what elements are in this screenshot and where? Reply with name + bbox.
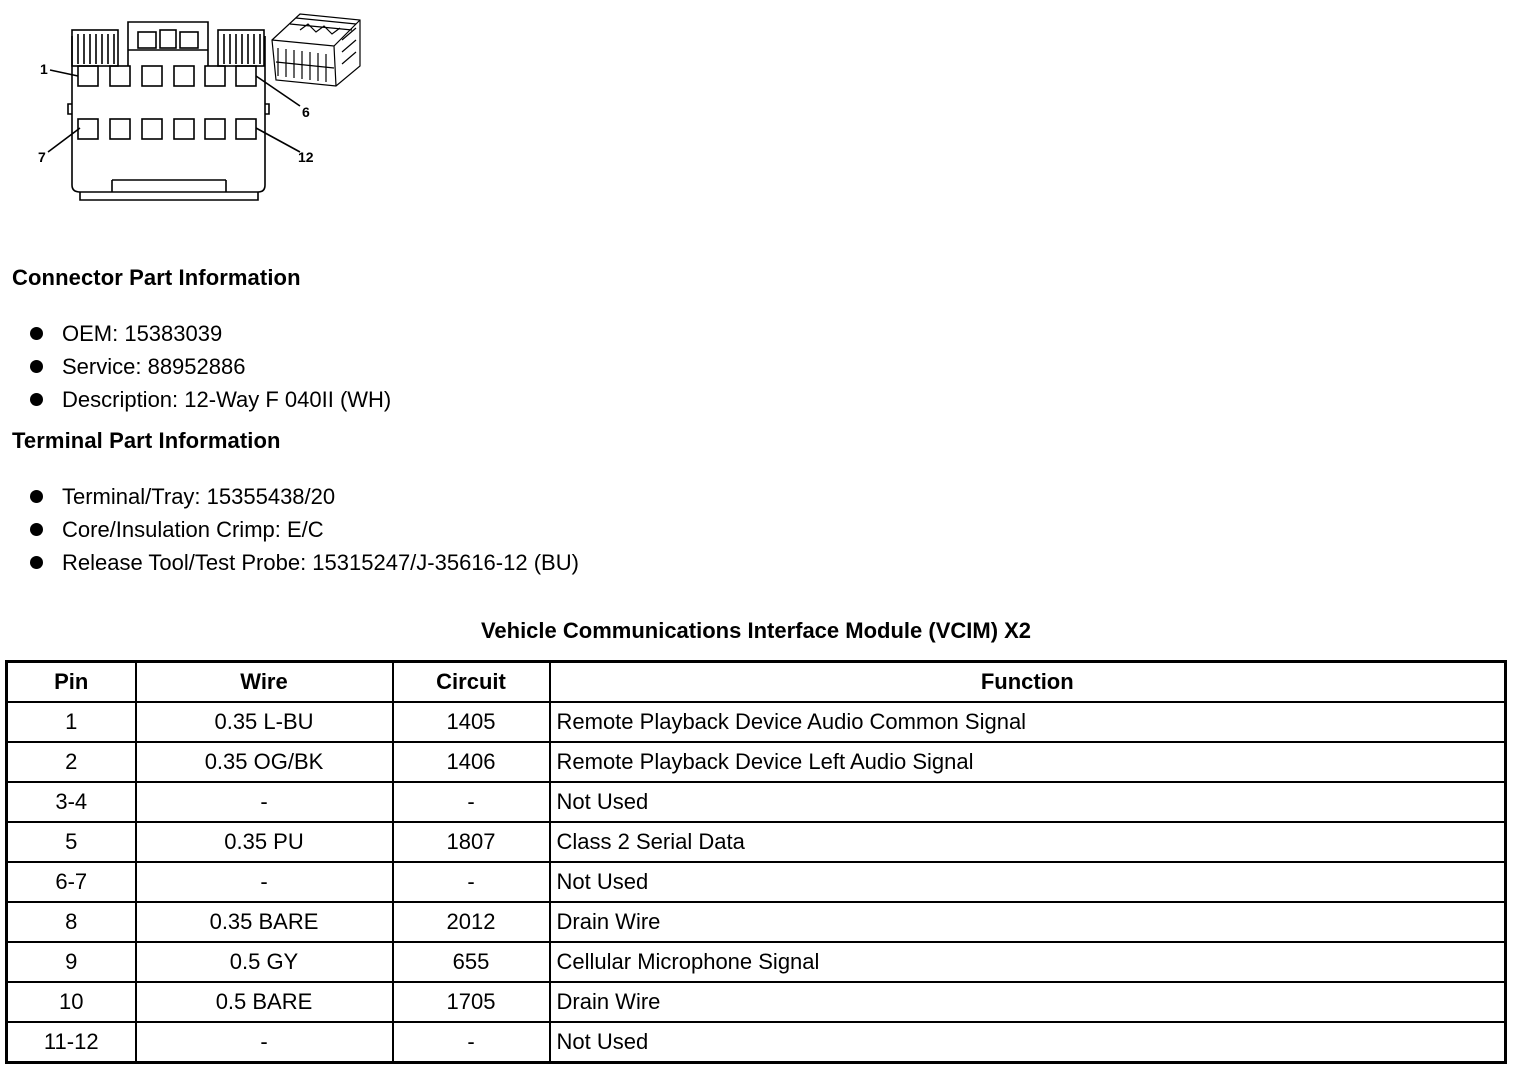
cell-function: Not Used [550, 782, 1506, 822]
cell-wire: 0.35 BARE [136, 902, 393, 942]
cell-wire: 0.5 BARE [136, 982, 393, 1022]
table-row [7, 862, 1506, 902]
pin-6-label: 6 [302, 104, 310, 120]
cell-wire: - [136, 1022, 393, 1063]
table-row [7, 822, 1506, 862]
cell-function: Cellular Microphone Signal [550, 942, 1506, 982]
connector-service-item: Service: 88952886 [30, 350, 391, 383]
cell-circuit: - [393, 1022, 550, 1063]
terminal-crimp-item: Core/Insulation Crimp: E/C [30, 513, 579, 546]
connector-face-outline [48, 22, 300, 200]
cell-wire: 0.35 PU [136, 822, 393, 862]
header-circuit: Circuit [393, 662, 550, 703]
cell-circuit: 1705 [393, 982, 550, 1022]
cell-pin: 3-4 [7, 782, 136, 822]
pinout-table [5, 660, 1507, 1064]
cell-pin: 11-12 [7, 1022, 136, 1063]
cell-pin: 6-7 [7, 862, 136, 902]
cell-function: Not Used [550, 862, 1506, 902]
connector-part-heading: Connector Part Information [12, 265, 301, 290]
cell-wire: 0.35 OG/BK [136, 742, 393, 782]
cell-function: Drain Wire [550, 982, 1506, 1022]
table-row [7, 1022, 1506, 1063]
table-row [7, 942, 1506, 982]
table-title: Vehicle Communications Interface Module (VCIM) X2 [480, 618, 1032, 643]
table-row [7, 982, 1506, 1022]
cell-function: Class 2 Serial Data [550, 822, 1506, 862]
header-function: Function [550, 662, 1506, 703]
cell-function: Not Used [550, 1022, 1506, 1063]
cell-wire: - [136, 862, 393, 902]
cell-pin: 2 [7, 742, 136, 782]
cell-pin: 9 [7, 942, 136, 982]
connector-part-list [30, 317, 391, 416]
connector-description-item: Description: 12-Way F 040II (WH) [30, 383, 391, 416]
cell-circuit: 655 [393, 942, 550, 982]
terminal-release-tool-item: Release Tool/Test Probe: 15315247/J-35616-12 (BU) [30, 546, 579, 579]
cell-circuit: 1807 [393, 822, 550, 862]
cell-function: Remote Playback Device Audio Common Signal [550, 702, 1506, 742]
connector-diagram [0, 0, 380, 215]
cell-circuit: 2012 [393, 902, 550, 942]
pin-1-label: 1 [40, 61, 48, 77]
cell-pin: 5 [7, 822, 136, 862]
cell-function: Drain Wire [550, 902, 1506, 942]
header-wire: Wire [136, 662, 393, 703]
table-row [7, 902, 1506, 942]
header-pin: Pin [7, 662, 136, 703]
pin-7-label: 7 [38, 149, 46, 165]
cell-pin: 8 [7, 902, 136, 942]
cell-circuit: 1406 [393, 742, 550, 782]
pin-12-label: 12 [298, 149, 314, 165]
cell-circuit: - [393, 862, 550, 902]
table-row [7, 702, 1506, 742]
cell-pin: 1 [7, 702, 136, 742]
connector-oem-item: OEM: 15383039 [30, 317, 391, 350]
terminal-tray-item: Terminal/Tray: 15355438/20 [30, 480, 579, 513]
cell-wire: - [136, 782, 393, 822]
cell-wire: 0.35 L-BU [136, 702, 393, 742]
cell-pin: 10 [7, 982, 136, 1022]
table-row [7, 742, 1506, 782]
cell-circuit: - [393, 782, 550, 822]
table-row [7, 782, 1506, 822]
cell-circuit: 1405 [393, 702, 550, 742]
cell-wire: 0.5 GY [136, 942, 393, 982]
connector-isometric-view [272, 14, 360, 86]
cell-function: Remote Playback Device Left Audio Signal [550, 742, 1506, 782]
terminal-part-list [30, 480, 579, 579]
terminal-part-heading: Terminal Part Information [12, 428, 281, 453]
table-header-row [7, 662, 1506, 703]
